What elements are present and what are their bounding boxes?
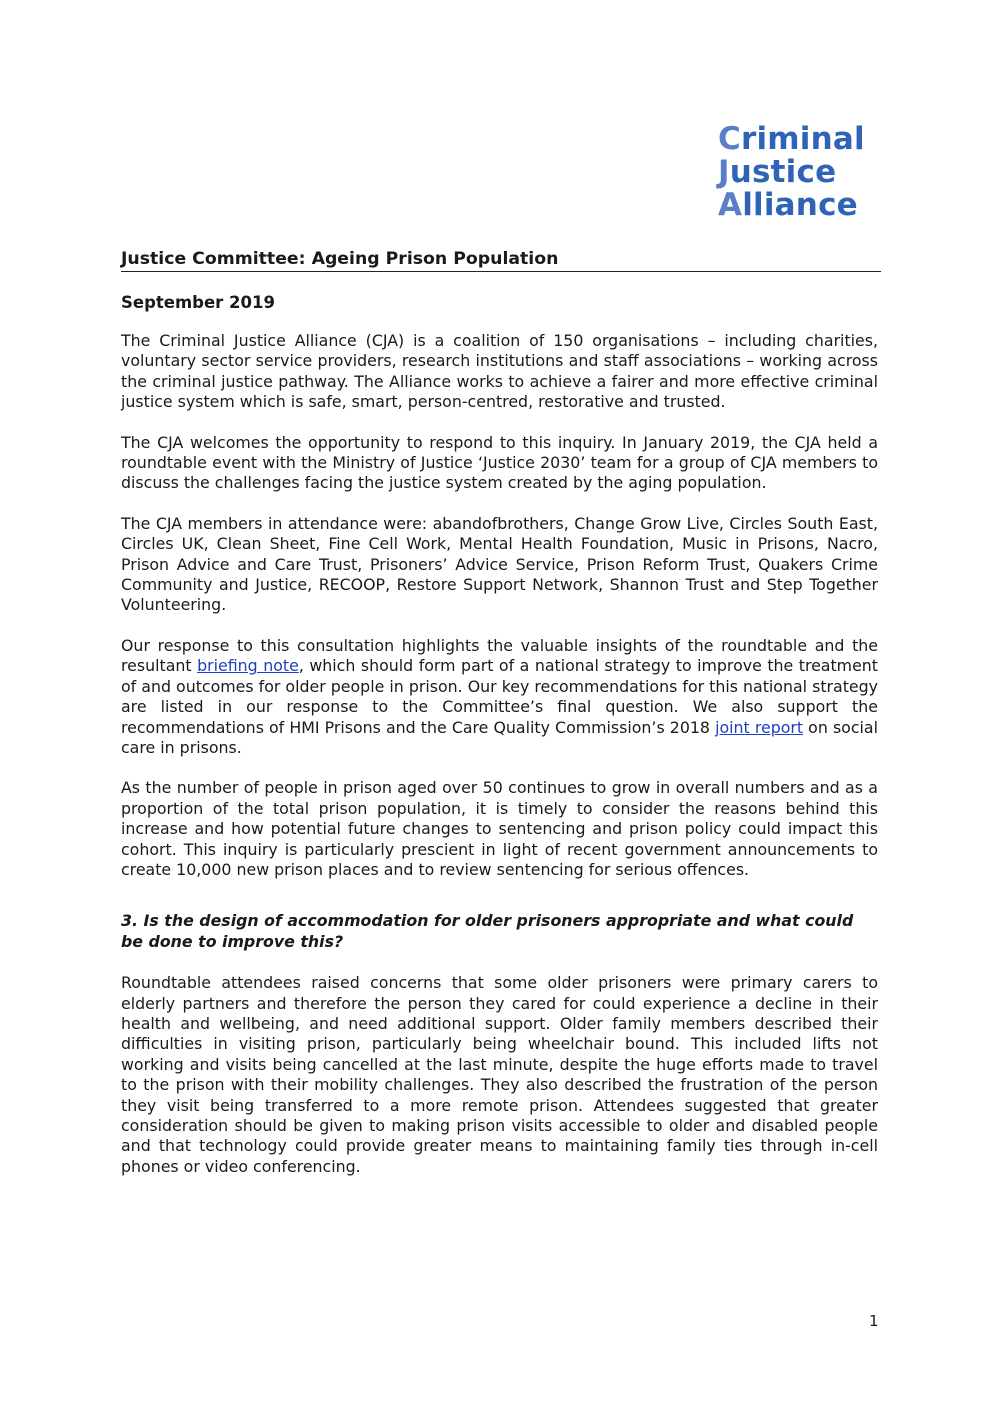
paragraph-cja-intro: The Criminal Justice Alliance (CJA) is a coalition of 150 organisations – including charities, voluntary sector service providers, research institutions and staff associations – working across the criminal justice pathway. The Alliance works to achieve a fairer and more effective criminal justice system which is safe, smart, person-centred, restorative and trusted. [121,331,878,412]
logo-line-criminal: Criminal [718,121,865,157]
document-title: Justice Committee: Ageing Prison Population [121,248,881,272]
document-date: September 2019 [121,293,275,312]
document-body [121,248,881,1197]
paragraph-members: The CJA members in attendance were: abandofbrothers, Change Grow Live, Circles South East, Circles UK, Clean Sheet, Fine Cell Work, Mental Health Foundation, Music in Prisons, Nacro, Prison Advice and Care Trust, Prisoners’ Advice Service, Prison Reform Trust, Quakers Crime Community and Justice, RECOOP, Restore Support Network, Shannon Trust and Step Together Volunteering. [121,513,878,615]
paragraph-response: Our response to this consultation highlights the valuable insights of the roundtable and the resultant briefing note, which should form part of a national strategy to improve the treatment of and outcomes for older people in prison. Our key recommendations for this national strategy are listed in our response to the Committee’s final question. We also support the recommendations of HMI Prisons and the Care Quality Commission’s 2018 joint report on social care in prisons. [121,635,878,757]
logo-line-justice: Justice [718,154,837,190]
paragraph-roundtable: The CJA welcomes the opportunity to respond to this inquiry. In January 2019, the CJA held a roundtable event with the Ministry of Justice ‘Justice 2030’ team for a group of CJA members to discuss the challenges facing the justice system created by the aging population. [121,432,878,493]
paragraph-prison-population: As the number of people in prison aged over 50 continues to grow in overall numbers and as a proportion of the total prison population, it is timely to consider the reasons behind this increase and how potential future changes to sentencing and prison policy could impact this cohort. This inquiry is particularly prescient in light of recent government announcements to create 10,000 new prison places and to review sentencing for serious offences. [121,778,878,879]
joint-report-link[interactable]: joint report [715,717,804,737]
logo-line-alliance: Alliance [718,187,858,223]
page-number: 1 [869,1312,879,1330]
briefing-note-link[interactable]: briefing note [197,656,299,676]
paragraph-question-3-answer: Roundtable attendees raised concerns that some older prisoners were primary carers to elderly partners and therefore the person they cared for could experience a decline in their health and wellbeing, and need additional support. Older family members described their difficulties in visiting prison, particularly being wheelchair bound. This included lifts not working and visits being cancelled at the last minute, despite the huge efforts made to travel to the prison with their mobility challenges. They also described the frustration of the person they visit being transferred to a more remote prison. Attendees suggested that greater consideration should be given to making prison visits accessible to older and disabled people and that technology could provide greater means to maintaining family ties through in-cell phones or video conferencing. [121,973,878,1176]
criminal-justice-alliance-logo [718,123,888,222]
question-3-heading: 3. Is the design of accommodation for older prisoners appropriate and what could be done to improve this? [121,911,854,951]
